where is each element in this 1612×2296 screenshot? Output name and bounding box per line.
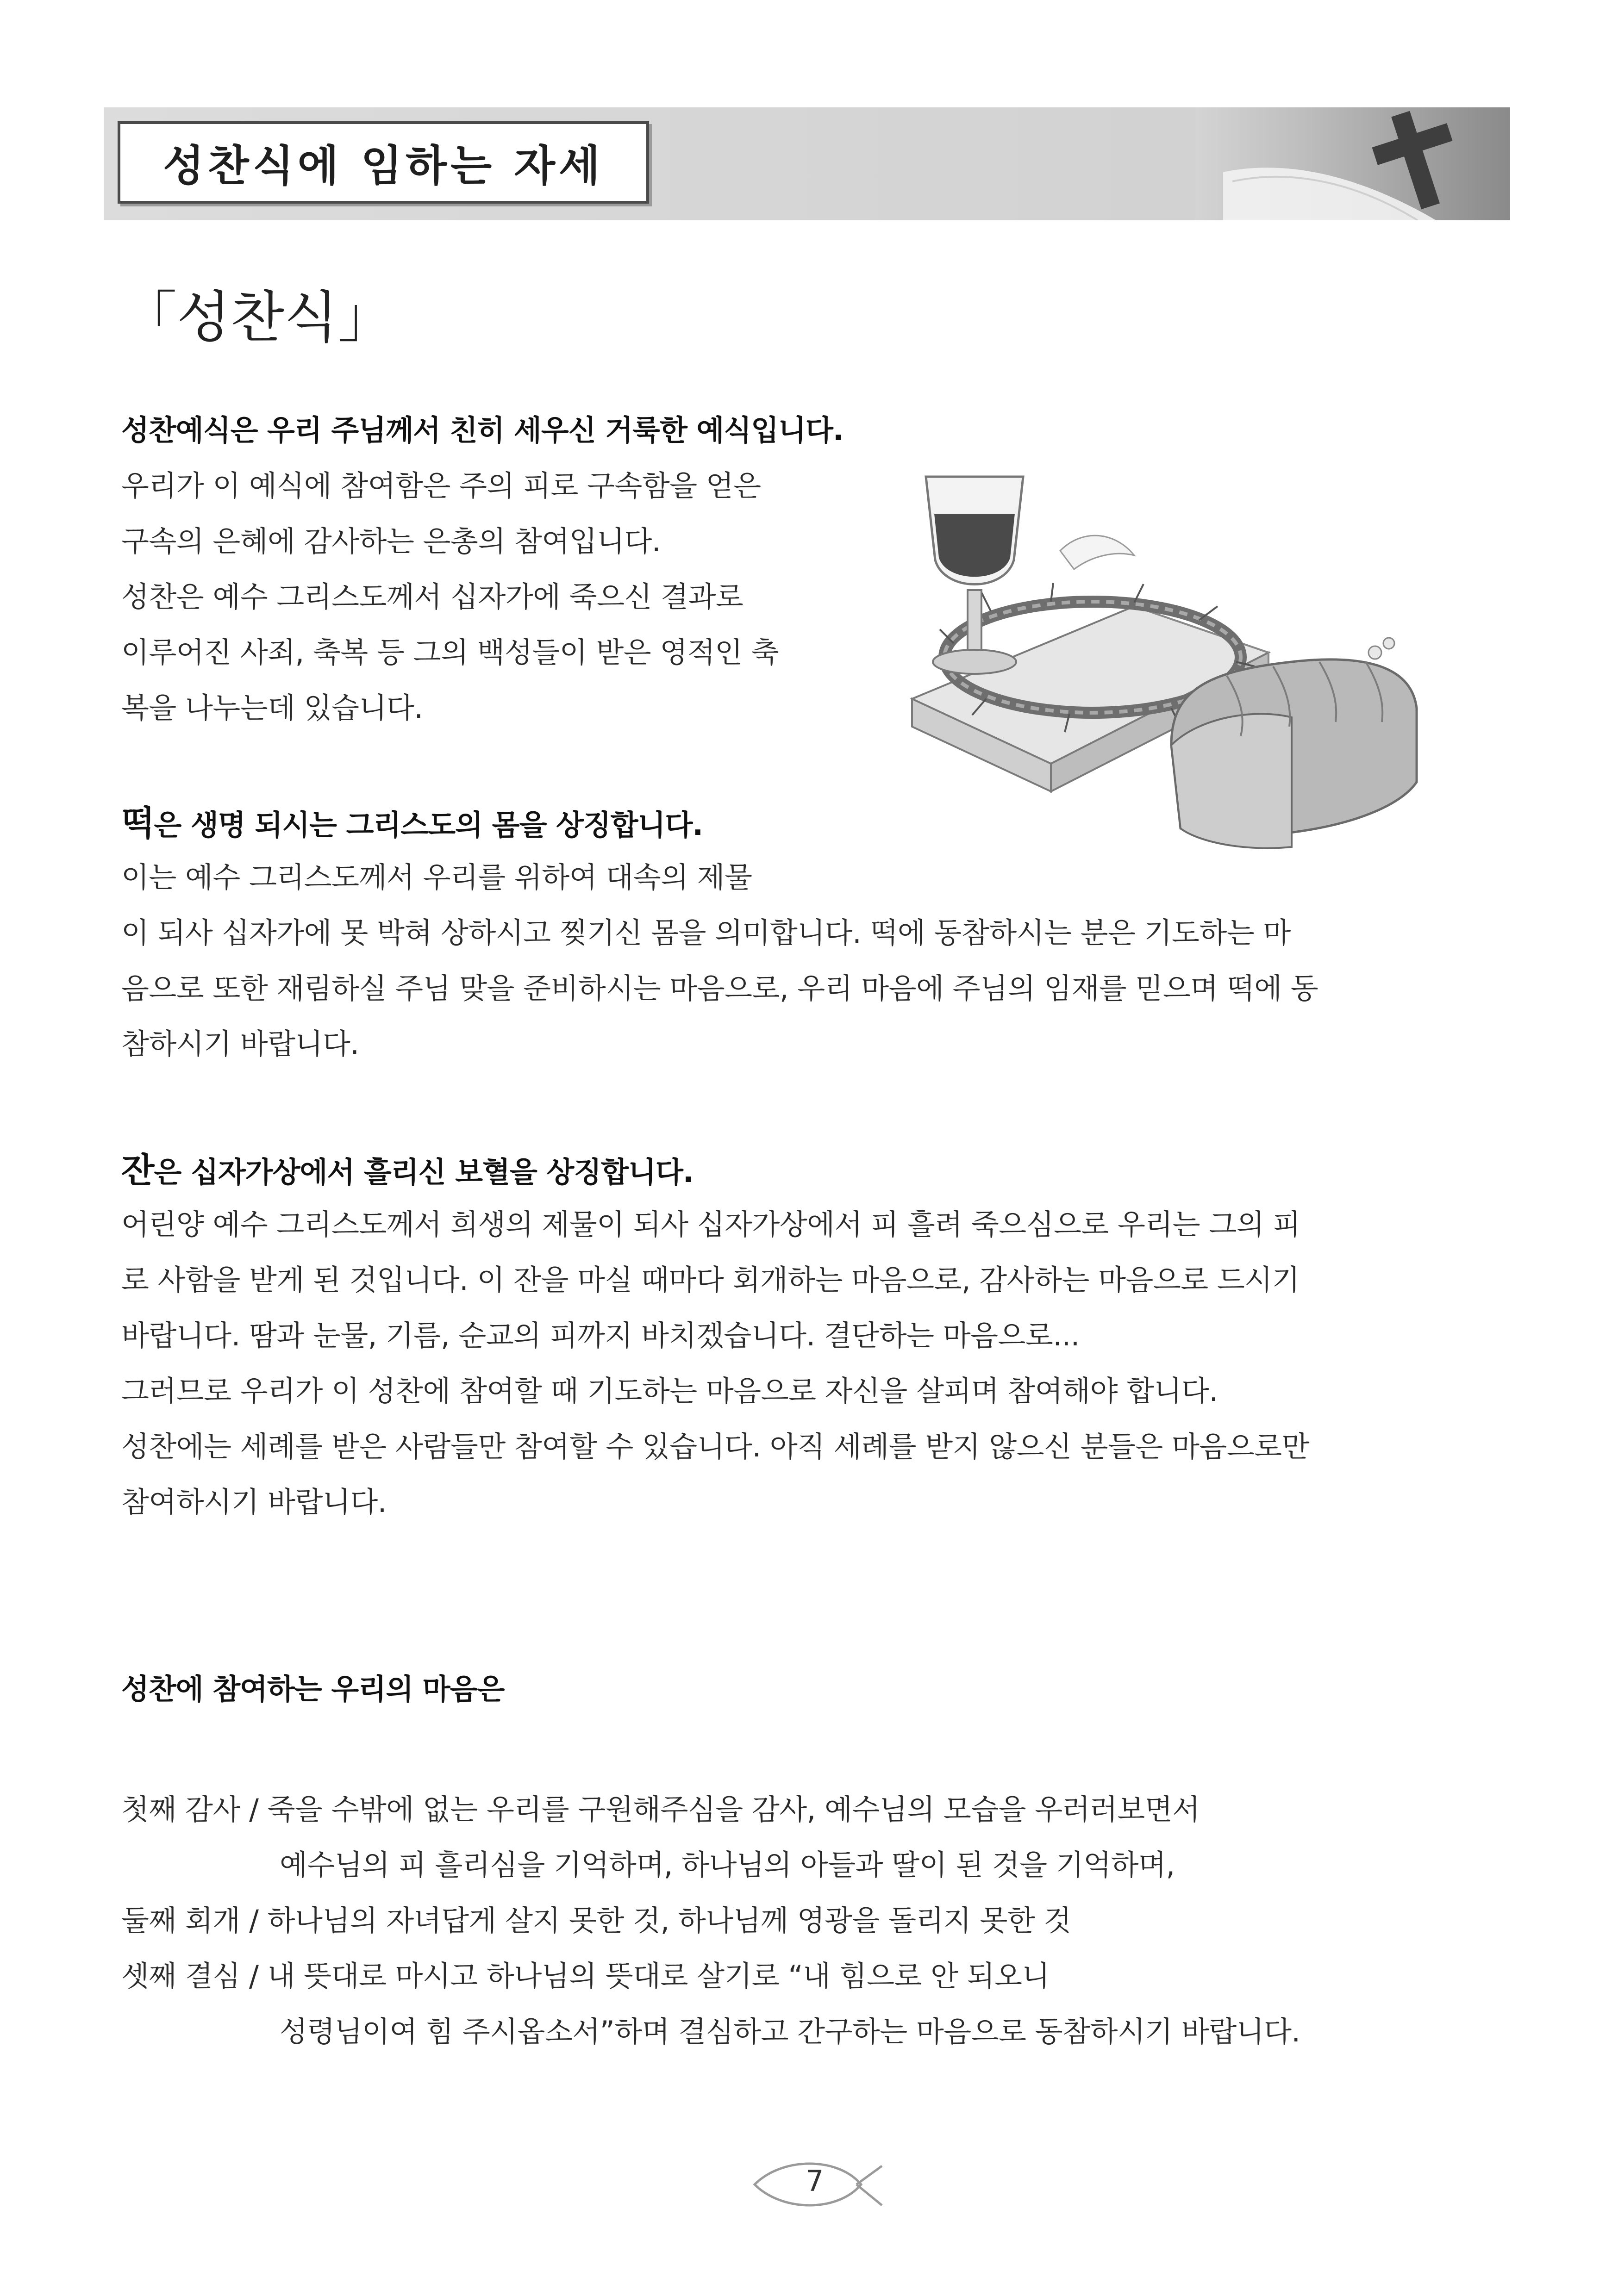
heart-line: 성령님이여 힘 주시옵소서”하며 결심하고 간구하는 마음으로 동참하시기 바랍니다.: [280, 2015, 1300, 2048]
bread-line: 참하시기 바랍니다.: [121, 1027, 359, 1061]
bread-heading-text: 은 생명 되시는 그리스도의 몸을 상징합니다.: [154, 808, 703, 842]
heart-heading: 성찬에 참여하는 우리의 마음은: [121, 1672, 505, 1706]
header-cross-photo: [1195, 107, 1510, 220]
cup-line: 참여하시기 바랍니다.: [121, 1485, 387, 1519]
intro-line: 이루어진 사죄, 축복 등 그의 백성들이 받은 영적인 축: [121, 635, 779, 669]
intro-line: 복을 나누는데 있습니다.: [121, 691, 423, 725]
cup-line: 성찬에는 세례를 받은 사람들만 참여할 수 있습니다. 아직 세례를 받지 않으신 분들은 마음으로만: [121, 1430, 1309, 1463]
page-title-box: [118, 121, 649, 204]
heart-line: 예수님의 피 흘리심을 기억하며, 하나님의 아들과 딸이 된 것을 기억하며,: [280, 1848, 1175, 1882]
cup-heading: [121, 1143, 693, 1192]
cup-heading-emphasis: 잔: [121, 1151, 154, 1190]
cup-heading-text: 은 십자가상에서 흘리신 보혈을 상징합니다.: [154, 1155, 694, 1189]
intro-line: 우리가 이 예식에 참여함은 주의 피로 구속함을 얻은: [121, 469, 761, 503]
cup-line: 어린양 예수 그리스도께서 희생의 제물이 되사 십자가상에서 피 흘려 죽으심으로 우리는 그의 피: [121, 1207, 1300, 1241]
cup-line: 바랍니다. 땀과 눈물, 기름, 순교의 피까지 바치겠습니다. 결단하는 마음으로...: [121, 1319, 1080, 1352]
intro-line: 구속의 은혜에 감사하는 은총의 참여입니다.: [121, 524, 661, 558]
bread-line: 이 되사 십자가에 못 박혀 상하시고 찢기신 몸을 의미합니다. 떡에 동참하시는 분은 기도하는 마: [121, 916, 1291, 950]
bread-heading-emphasis: 떡: [121, 803, 154, 843]
intro-heading: 성찬예식은 우리 주님께서 친히 세우신 거룩한 예식입니다.: [121, 413, 843, 447]
heart-line: 둘째 회개 / 하나님의 자녀답게 살지 못한 것, 하나님께 영광을 돌리지 못한 것: [121, 1904, 1071, 1937]
bread-line: 음으로 또한 재림하실 주님 맞을 준비하시는 마음으로, 우리 마음에 주님의 임재를 믿으며 떡에 동: [121, 971, 1318, 1005]
intro-line: 성찬은 예수 그리스도께서 십자가에 죽으신 결과로: [121, 580, 744, 614]
bread-heading: [121, 796, 703, 845]
bread-line: 이는 예수 그리스도께서 우리를 위하여 대속의 제물: [121, 860, 752, 894]
section-title: 「성찬식」: [121, 286, 394, 350]
page-title: 성찬식에 임하는 자세: [163, 141, 604, 191]
page-footer: [741, 2147, 889, 2217]
cup-line: 그러므로 우리가 이 성찬에 참여할 때 기도하는 마음으로 자신을 살피며 참여해야 합니다.: [121, 1374, 1218, 1408]
cup-line: 로 사함을 받게 된 것입니다. 이 잔을 마실 때마다 회개하는 마음으로, 감사하는 마음으로 드시기: [121, 1263, 1300, 1297]
communion-illustration: [875, 458, 1444, 865]
heart-line: 셋째 결심 / 내 뜻대로 마시고 하나님의 뜻대로 살기로 “내 힘으로 안 되오니: [121, 1959, 1050, 1993]
heart-line: 첫째 감사 / 죽을 수밖에 없는 우리를 구원해주심을 감사, 예수님의 모습을 우러러보면서: [121, 1792, 1200, 1826]
page-number: 7: [806, 2164, 824, 2198]
